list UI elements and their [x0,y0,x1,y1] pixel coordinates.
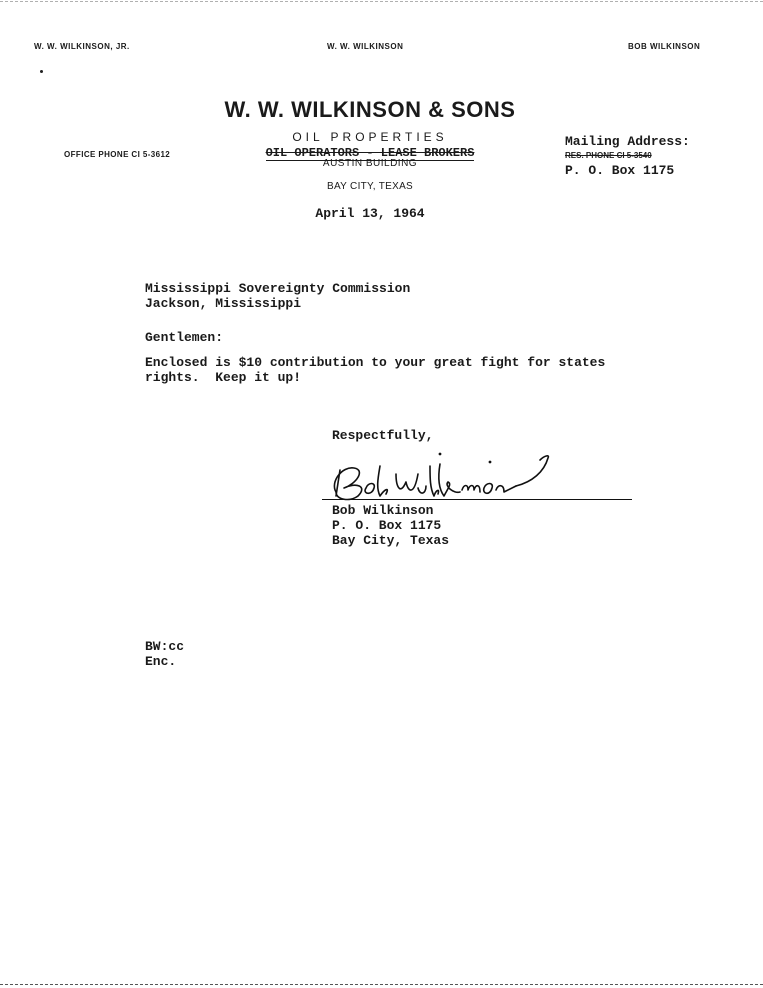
letterhead-name-left: W. W. WILKINSON, JR. [34,42,130,51]
city-state: BAY CITY, TEXAS [326,181,414,192]
signer-address-line: P. O. Box 1175 [332,518,442,533]
body-line: Enclosed is $10 contribution to your great fight for states [145,355,606,370]
typist-initials: BW:cc [145,639,185,654]
struck-res-phone: RES. PHONE CI 5-3540 [565,151,652,160]
firm-tagline: OIL PROPERTIES [292,130,448,144]
letterhead-name-center: W. W. WILKINSON [327,42,404,51]
closing: Respectfully, [332,428,434,443]
letterhead-name-right: BOB WILKINSON [628,42,701,51]
reference-initials [145,639,184,669]
mailing-po-box: P. O. Box 1175 [565,163,675,178]
signer-name: Bob Wilkinson [332,503,434,518]
page-bottom-edge [0,984,763,985]
mailing-address-label: Mailing Address: [565,134,690,149]
addressee-line: Mississippi Sovereignty Commission [145,281,411,296]
paper-speck [40,70,43,73]
body-line: rights. Keep it up! [145,370,302,385]
letter-date: April 13, 1964 [315,206,425,221]
page-top-edge [0,1,763,2]
office-phone: OFFICE PHONE CI 5-3612 [64,150,171,159]
firm-name: W. W. WILKINSON & SONS [224,97,516,122]
signer-city-line: Bay City, Texas [332,533,450,548]
addressee-line: Jackson, Mississippi [145,296,302,311]
struck-business-text: OIL OPERATORS - LEASE BROKERS [265,146,475,160]
salutation: Gentlemen: [145,330,224,345]
signer-block [332,503,449,548]
signature-line [322,499,632,500]
enclosure-note: Enc. [145,654,177,669]
addressee-block [145,281,410,311]
body-paragraph [145,355,605,385]
building-name: AUSTIN BUILDING [322,158,418,169]
